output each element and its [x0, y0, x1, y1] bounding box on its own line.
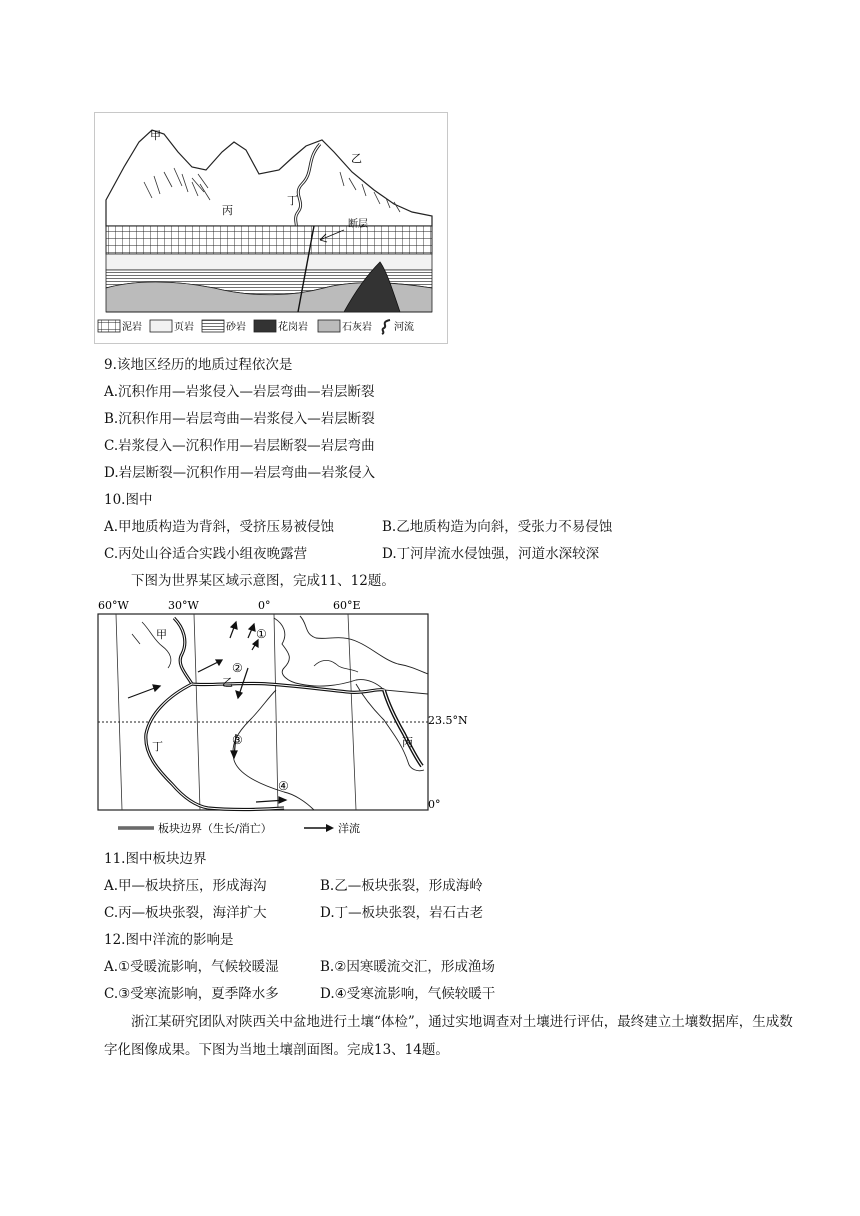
- label-jia: 甲: [150, 129, 161, 142]
- intro-q13-14: [104, 1008, 794, 1064]
- intro-q11-12: 下图为世界某区域示意图，完成11、12题。: [131, 573, 395, 589]
- q12-stem: 12.图中洋流的影响是: [104, 932, 234, 948]
- q11-option-b: B.乙—板块张裂，形成海岭: [320, 878, 483, 894]
- map-label-yi: 乙: [222, 676, 233, 689]
- q10-option-c: C.丙处山谷适合实践小组夜晚露营: [104, 546, 308, 562]
- lon-label-60w: 60°W: [98, 599, 129, 612]
- q9-option-d: D.岩层断裂—沉积作用—岩层弯曲—岩浆侵入: [104, 465, 376, 481]
- map-label-bing: 丙: [402, 736, 413, 749]
- figure2-legend: [118, 821, 360, 835]
- q11-option-a: A.甲—板块挤压，形成海沟: [104, 878, 267, 894]
- q10-option-d: D.丁河岸流水侵蚀强，河道水深较深: [382, 546, 600, 562]
- current-arrow-icon: [326, 824, 334, 832]
- q9-option-c: C.岩浆侵入—沉积作用—岩层断裂—岩层弯曲: [104, 438, 375, 454]
- current-label-2: ②: [232, 661, 243, 675]
- lat-label-tropic: 23.5°N: [428, 714, 468, 727]
- label-ding: 丁: [287, 194, 298, 207]
- lat-label-equator: 0°: [428, 798, 441, 811]
- q12-option-b: B.②因寒暖流交汇，形成渔场: [320, 959, 495, 975]
- q12-option-a: A.①受暖流影响，气候较暖湿: [104, 959, 279, 975]
- q11-stem: 11.图中板块边界: [104, 851, 207, 867]
- legend-limestone: 石灰岩: [342, 322, 372, 333]
- legend-ocean-current: 洋流: [338, 822, 360, 835]
- legend-sandstone: 砂岩: [226, 322, 246, 333]
- q9-option-b: B.沉积作用—岩层弯曲—岩浆侵入—岩层断裂: [104, 411, 375, 427]
- legend-shale: 页岩: [174, 322, 194, 333]
- legend-mudstone: 泥岩: [122, 322, 142, 333]
- intro-q13-14-text: 浙江某研究团队对陕西关中盆地进行土壤“体检”，通过实地调查对土壤进行评估，最终建立土壤数据库，生成数字化图像成果。下图为当地土壤剖面图。完成13、14题。: [104, 1014, 793, 1058]
- geology-block-diagram: [94, 112, 448, 344]
- label-yi: 乙: [351, 152, 362, 165]
- q10-option-a: A.甲地质构造为背斜，受挤压易被侵蚀: [104, 519, 335, 535]
- q9-stem: 9.该地区经历的地质过程依次是: [104, 357, 293, 373]
- lon-label-60e: 60°E: [333, 599, 361, 612]
- lon-label-0: 0°: [258, 599, 271, 612]
- q12-option-c: C.③受寒流影响，夏季降水多: [104, 986, 279, 1002]
- current-label-1: ①: [256, 627, 267, 641]
- q10-stem: 10.图中: [104, 492, 153, 508]
- q9-option-a: A.沉积作用—岩浆侵入—岩层弯曲—岩层断裂: [104, 384, 375, 400]
- lon-label-30w: 30°W: [168, 599, 199, 612]
- label-fault: 断层: [348, 219, 368, 230]
- current-label-4: ④: [278, 779, 289, 793]
- world-region-map: [88, 594, 468, 840]
- q12-option-d: D.④受寒流影响，气候较暖干: [320, 986, 496, 1002]
- map-label-jia: 甲: [156, 628, 167, 641]
- legend-plate-boundary: 板块边界（生长/消亡）: [158, 822, 272, 835]
- q10-option-b: B.乙地质构造为向斜，受张力不易侵蚀: [382, 519, 613, 535]
- current-label-3: ③: [232, 733, 243, 747]
- legend-river: 河流: [394, 322, 414, 333]
- map-label-ding: 丁: [152, 740, 163, 753]
- q11-option-d: D.丁—板块张裂，岩石古老: [320, 905, 484, 921]
- legend-granite: 花岗岩: [278, 322, 308, 333]
- label-bing: 丙: [222, 204, 233, 217]
- q11-option-c: C.丙—板块张裂，海洋扩大: [104, 905, 267, 921]
